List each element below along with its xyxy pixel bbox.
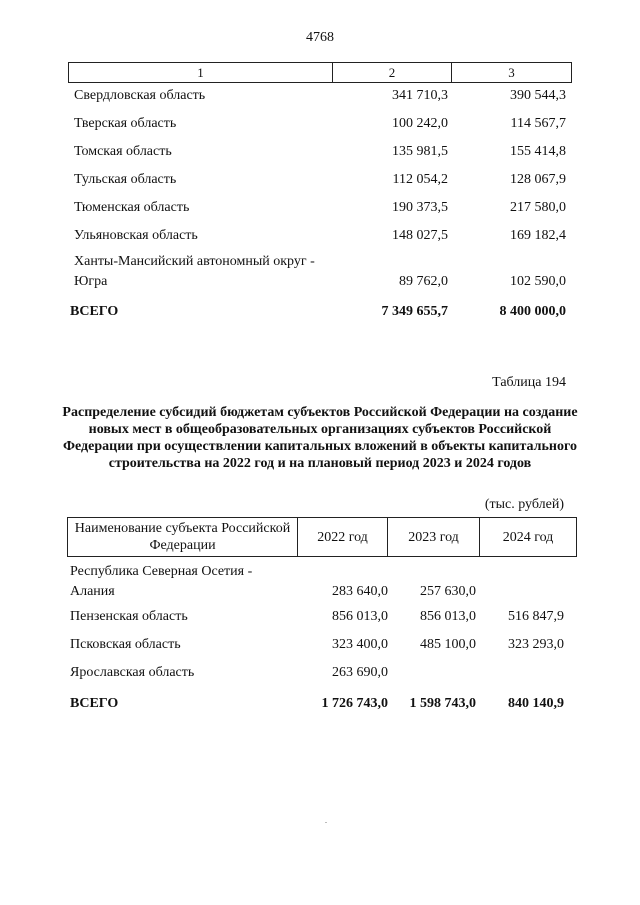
value-2022: 323 400,0 xyxy=(332,637,388,652)
total-2024: 840 140,9 xyxy=(508,696,564,711)
value-col3: 155 414,8 xyxy=(510,144,566,159)
total-2023: 1 598 743,0 xyxy=(409,696,476,711)
header-year-2024: 2024 год xyxy=(502,529,554,545)
table-row xyxy=(0,114,640,134)
table-row xyxy=(0,635,640,655)
value-col2: 190 373,5 xyxy=(392,200,448,215)
value-col3: 114 567,7 xyxy=(510,116,566,131)
region-name: Ульяновская область xyxy=(74,228,198,243)
total-label: ВСЕГО xyxy=(70,696,119,711)
region-name: Псковская область xyxy=(70,637,181,652)
value-col2: 148 027,5 xyxy=(392,228,448,243)
table-row xyxy=(0,562,640,602)
value-col2: 341 710,3 xyxy=(392,88,448,103)
region-name: Ярославская область xyxy=(70,665,195,680)
region-name: Республика Северная Осетия - Алания xyxy=(70,564,253,599)
table1-header-col3: 3 xyxy=(508,64,515,80)
value-col3: 102 590,0 xyxy=(510,274,566,289)
total-2022: 1 726 743,0 xyxy=(321,696,388,711)
value-col3: 390 544,3 xyxy=(510,88,566,103)
region-name: Тверская область xyxy=(74,116,177,131)
value-2023: 485 100,0 xyxy=(420,637,476,652)
value-2024: 323 293,0 xyxy=(508,637,564,652)
units-label: (тыс. рублей) xyxy=(484,497,564,512)
value-2022: 263 690,0 xyxy=(332,665,388,680)
value-col2: 89 762,0 xyxy=(399,274,448,289)
table-number-label: Таблица 194 xyxy=(492,375,566,390)
value-2022: 856 013,0 xyxy=(332,609,388,624)
region-name: Ханты-Мансийский автономный округ - Югра xyxy=(74,254,315,289)
table2-header xyxy=(67,517,577,557)
region-name: Тюменская область xyxy=(74,200,190,215)
region-name: Тульская область xyxy=(74,172,177,187)
value-2023: 856 013,0 xyxy=(420,609,476,624)
value-2024: 516 847,9 xyxy=(508,609,564,624)
table-row xyxy=(0,86,640,106)
table1-header xyxy=(68,62,572,83)
region-name: Пензенская область xyxy=(70,609,188,624)
value-2023: 257 630,0 xyxy=(420,584,476,599)
total-col2: 7 349 655,7 xyxy=(381,304,448,319)
value-col2: 135 981,5 xyxy=(392,144,448,159)
total-label: ВСЕГО xyxy=(70,304,119,319)
header-year-2023: 2023 год xyxy=(388,518,480,556)
region-name: Свердловская область xyxy=(74,88,206,103)
scan-speck xyxy=(325,822,327,823)
table-row xyxy=(0,663,640,683)
table-row xyxy=(0,170,640,190)
value-col3: 169 182,4 xyxy=(510,228,566,243)
table-row xyxy=(0,252,640,292)
header-region-name: Наименование субъекта Российской Федерации xyxy=(68,518,298,556)
header-year-2022: 2022 год xyxy=(298,518,388,556)
total-col3: 8 400 000,0 xyxy=(499,304,566,319)
table-row xyxy=(0,607,640,627)
value-col3: 217 580,0 xyxy=(510,200,566,215)
table2-total-row xyxy=(0,694,640,714)
region-name: Томская область xyxy=(74,144,172,159)
table1-header-col1: 1 xyxy=(69,63,333,82)
value-2022: 283 640,0 xyxy=(332,584,388,599)
table-row xyxy=(0,226,640,246)
value-col2: 100 242,0 xyxy=(392,116,448,131)
table-title: Распределение субсидий бюджетам субъектов Российской Федерации на создание новых мест в общеобразовательных организациях субъектов Российской Федерации при осуществлении капитальных вложений в объекты капитального строительства на 2022 год и на плановый период 2023 и 2024 годов xyxy=(62,405,578,471)
page-number: 4768 xyxy=(306,30,334,45)
value-col2: 112 054,2 xyxy=(392,172,448,187)
table-row xyxy=(0,198,640,218)
table-row xyxy=(0,142,640,162)
table1-header-col2: 2 xyxy=(333,63,452,82)
value-col3: 128 067,9 xyxy=(510,172,566,187)
table1-total-row xyxy=(0,302,640,322)
